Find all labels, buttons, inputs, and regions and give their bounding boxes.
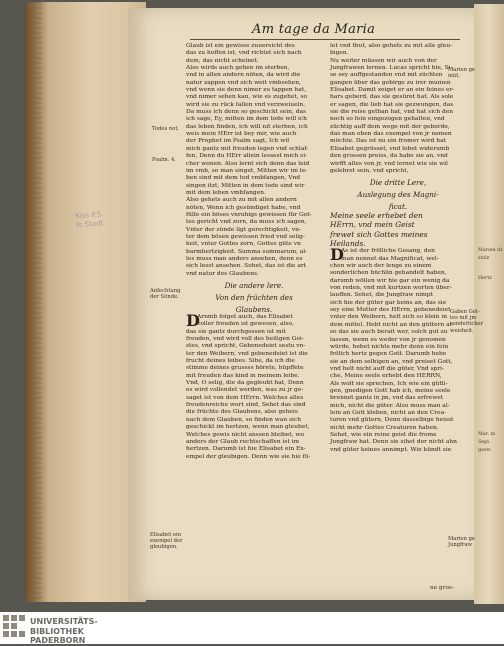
text-line: der Prophet im Psalm sagt, Ich wil xyxy=(186,138,290,145)
margin-note-jungfraw: Marien ge Jungfraw xyxy=(448,536,475,549)
text-line: cher wonen. Also lernt sich denn das leid xyxy=(186,160,310,167)
margin-note-marien: Marien ge müt. xyxy=(448,67,475,80)
text-line: sie an dem selbigen an, vnd preiset Gott, xyxy=(330,358,453,365)
text-line: die früchte des Glaubens, also geheis xyxy=(186,409,298,416)
text-line: sich lesst ansehen. Sehet, das ist die art xyxy=(186,263,307,270)
text-line: let vnd thut, also gehets zu mit alle gleu- xyxy=(330,43,453,49)
text-line: vnd wenn sie denn nimer zu tappen hat, xyxy=(186,87,307,94)
text-line: barmhertzigkeit. Summa summarum, al- xyxy=(186,248,308,255)
text-line: ben sind mit dem tod vmbfangen, Vnd xyxy=(186,175,301,182)
text-line: gen, gnedigen Gott hab ich, meine seele xyxy=(330,387,451,394)
text-line: Glaub ist ein gewisse zuuersicht des xyxy=(186,43,295,49)
text-line: vnter den Weibern, helt sich so klein in xyxy=(330,314,448,321)
text-line: vnd natur des Glaubens. xyxy=(186,270,259,277)
text-line: D Arnmb folget auch, das Elisabet xyxy=(186,311,293,330)
text-line: turen vnd gütern, Denn dasselbige heisst xyxy=(330,417,454,424)
text-line: nicht mehr Gottes Creaturen haben. xyxy=(330,424,439,431)
text-line: vnd in allen andern nöten, da wird die xyxy=(186,72,301,79)
text-line: ter den Weibern, vnd gebenedeiet ist die xyxy=(186,350,308,357)
text-line: noch so fein eingezogen gehalten, vnd xyxy=(330,116,445,123)
text-line: wird sie zu rück fallen vnd verzweiueln. xyxy=(186,101,306,108)
text-line: bars geberd, das sie gesüret hat. Als sole xyxy=(330,94,454,101)
text-line: fülle ein böses vnruhigs gewissen für Got- xyxy=(186,211,312,218)
text-line: wirfft alles von jr, vnd lernet wie sie wil xyxy=(330,160,448,167)
text-line: er sagen, die lieb hat sie gezwungen, das xyxy=(330,101,454,108)
facing-note: Mar. m xyxy=(478,432,496,437)
text-line: darumb wöllen wir hie gar ein wenig da xyxy=(330,277,450,284)
drop-cap: D xyxy=(330,245,344,265)
text-line: stes, vnd spricht, Gebenedeiet sestu vn- xyxy=(186,343,306,350)
text-line: mich gantz mit freuden legen vnd schlaf- xyxy=(186,145,309,152)
catchword: ne gros- xyxy=(430,585,454,591)
text-line: das leben finden, ich will nit sterben, ich xyxy=(186,123,308,130)
text-line: voller freuden ist gewesen, also, xyxy=(197,321,294,328)
right-column-body-2 xyxy=(330,245,466,454)
right-section-heading: Auslegung des Magni- xyxy=(357,190,439,200)
left-section-heading: Von den früchten des xyxy=(215,293,293,302)
text-line: saget ist von dem HErrn. Welches alles xyxy=(186,394,304,401)
text-line: vnd helt nicht auff die güter, Vnd spri- xyxy=(330,365,445,372)
left-section-heading: Die andere lere. xyxy=(224,281,284,290)
text-line: chen wir auch der lenge zu einem xyxy=(330,263,432,270)
facing-note: Sept. xyxy=(478,440,491,445)
text-line: tes gericht vnd zorn, da muss ich sagen, xyxy=(186,219,307,226)
text-line: Vnd, O selig, die da gegleubt hat, Denn xyxy=(186,380,304,387)
text-line: sey eine Mutter des HErrn, gebenedeiet xyxy=(330,307,451,314)
magnificat-verse: Meine seele erhebet den xyxy=(330,211,423,221)
text-line: lein an Gott kleben, nicht an den Crea- xyxy=(330,409,447,416)
text-line: freuden, vnd wird voll des heiligen Gei- xyxy=(186,336,304,343)
text-line: sie die reise gethan hat, vnd hat sich den xyxy=(330,109,454,116)
library-stamp: Kiss P.S. In Stadt xyxy=(75,210,104,230)
text-line: fen, Denn du HErr allein lessest mich si- xyxy=(186,153,308,160)
text-line: Sehet, wie ein reine geist die frome xyxy=(330,431,437,438)
text-line: se sey auffgestanden vnd mit züchten xyxy=(330,72,443,79)
text-line: dem mittel. Hebt nicht an den güttern al- xyxy=(330,321,454,328)
text-line: gangen über das gebirge zu irer mumen xyxy=(330,79,451,86)
margin-note-elisabet: Elisabet ein exempel der gleubigen. xyxy=(150,532,183,551)
text-line: das zu hoffen ist, vnd richtet sich nach xyxy=(186,50,302,57)
text-line: mich, nicht die güter. Also muss man al- xyxy=(330,402,450,409)
text-line: singen itzt, Mitten in dem tode sind wir xyxy=(186,182,305,189)
text-line: das man eben das exempel von jr nemen xyxy=(330,131,452,138)
text-line: bigen. xyxy=(330,50,349,57)
text-line: Vnter der sünde ligt gerechtigkeit, vn- xyxy=(186,226,301,233)
text-line: lauffen. Sehet, die Jungfraw nimpt xyxy=(330,292,433,299)
text-line: weis mein HErr ist bey mir, wie auch xyxy=(186,131,297,138)
text-line: natur zappen vnd sich weit vmbsehen, xyxy=(186,79,301,86)
margin-note-psalm: Psalm. 4. xyxy=(152,157,176,163)
drop-cap: D xyxy=(186,311,200,330)
facing-note: gestr. xyxy=(478,448,492,453)
text-line: keit, vnter Gottes zorn, Gottes güte vn xyxy=(186,241,301,248)
text-line: che, Meine seele erhebt den HERRN, xyxy=(330,373,442,380)
running-header: Am tage da Maria xyxy=(252,22,376,37)
text-line: frölich hertz gegen Gott. Darumb hebe xyxy=(330,351,447,358)
text-line: Jungfraw hat. Denn sie sihet der nicht ahn xyxy=(330,439,457,446)
right-column xyxy=(330,43,466,454)
right-column-body xyxy=(330,43,466,175)
text-line: anders der Glaub rechtschaffen ist im xyxy=(186,438,300,445)
text-line: ter dem bösen gewissen fried vnd selig- xyxy=(186,233,305,240)
text-line: empel der gleubigen. Denn wie sie hie fü- xyxy=(186,453,311,460)
text-line: lassen, wenn es weder von jr genomen xyxy=(330,336,446,343)
text-line: das sie gantz durchgossen ist mit xyxy=(186,328,286,335)
text-line: vnd güter keines annimpt. Wie kündt sie xyxy=(330,446,452,453)
margin-note-todes: Todes not. xyxy=(152,126,180,132)
library-footer xyxy=(0,612,504,644)
facing-page-strip xyxy=(474,4,504,604)
text-line: mit freuden das kind in meinem leibe. xyxy=(186,372,300,379)
text-line: Als wolt sie sprechen, Ich wie ein gütli- xyxy=(330,380,448,387)
left-column-body-2 xyxy=(186,311,322,461)
margin-note-anfechtung: Anfechtung der Sünde. xyxy=(150,288,181,301)
text-line: sonderlichen büchlin gehandelt haben, xyxy=(330,270,447,277)
text-line: Jungfrawen lernen. Lucas spricht hie, Si- xyxy=(330,65,453,72)
right-section-heading: Die dritte Lere, xyxy=(369,178,427,188)
text-line: frucht deines leibes. Sihe, da ich die xyxy=(186,358,295,365)
text-line: vnd nimer sehen kan, wie es zugehet, so xyxy=(186,94,308,101)
text-line: Welches gewis nicht anssen bleibet, wo xyxy=(186,431,304,438)
magnificat-verse: HErrn, vnd mein Geist xyxy=(330,220,415,230)
text-line: ich sage, Ey, mitten im dem tode will ich xyxy=(186,116,307,123)
library-logo-icon xyxy=(3,615,25,641)
right-section-heading: ficat. xyxy=(388,202,408,212)
text-line: D As ist der frölliche Gesang, den xyxy=(330,245,435,265)
left-section-heading: Glaubens. xyxy=(235,305,273,314)
text-line: von reden, vnd mit kurtzen worten über- xyxy=(330,285,452,292)
left-column-body xyxy=(186,43,322,278)
text-line: so das sie auch berait wer, solch gut zu xyxy=(330,329,448,336)
text-line: Elisabet gegrüsset, vnd lobet widerumb xyxy=(330,145,450,152)
left-column xyxy=(186,43,322,461)
header-rule xyxy=(190,39,460,40)
text-line: freudenreiche wort sind, Sehet das sind xyxy=(186,402,306,409)
text-line: mit dem leben vmbfangen. xyxy=(186,189,266,196)
text-line: nöten, Wenn ich gesündiget habe, vnd xyxy=(186,204,301,211)
text-line: hertzen. Darumb ist hie Elisabet ein Ex- xyxy=(186,446,306,453)
text-line: möchte. Das ist nu ein fromer wird hat xyxy=(330,138,446,145)
text-line: les muss man anders ansehen, denn es xyxy=(186,255,303,262)
text-line: den grossen preiss, da habe sie an, vnd xyxy=(330,153,448,160)
facing-note: Hertz xyxy=(478,276,492,281)
text-line: züchtig auff dem wege mit der geberde, xyxy=(330,123,450,130)
text-line: Elisabet. Damit zeiget er an ein feines er- xyxy=(330,87,455,94)
magnificat-verse: Heilands. xyxy=(330,239,366,249)
text-line: Also wirds auch gehen im sterben, xyxy=(186,65,290,72)
text-line: Nu weiter müssen wir auch von der xyxy=(330,57,437,64)
text-line: stimme deines grussss hörete, hüpffete xyxy=(186,365,304,372)
magnificat-verse: frewet sich Gottes meines xyxy=(330,229,428,239)
text-line: sich hie der güter gar keins an, das sie xyxy=(330,299,447,306)
text-line: würde, hebet nichts mehr denn ein fein xyxy=(330,343,449,350)
text-line: man nennet das Magnificat, wel- xyxy=(341,255,439,262)
text-line: brennet gantz in jm, vnd das erfrewet xyxy=(330,395,444,402)
text-line: nach dem Glauben, so finden wan sich xyxy=(186,416,301,423)
text-line: Also gehets auch zu mit allen andern xyxy=(186,197,297,204)
text-line: im vmb, so man singet, Mitten wir im le- xyxy=(186,167,308,174)
facing-note: stolz xyxy=(478,256,490,261)
text-line: es wird vollendet werden, was zu jr ge- xyxy=(186,387,304,394)
text-line: geschickt im hertzen, wenn man gleubet, xyxy=(186,424,310,431)
library-name: UNIVERSITÄTS- BIBLIOTHEK PADERBORN xyxy=(30,617,98,645)
text-line: Da muss ich denn so geschickt sein, das xyxy=(186,109,307,116)
text-line: dem, das nicht scheinet. xyxy=(186,57,259,64)
facing-note: Marien dz xyxy=(478,248,503,253)
text-line: gelehret sein, vnd spricht, xyxy=(330,167,409,174)
margin-note-gaben: Gaben Got- tes mit jm sonderlicher weisheit. xyxy=(450,309,484,334)
